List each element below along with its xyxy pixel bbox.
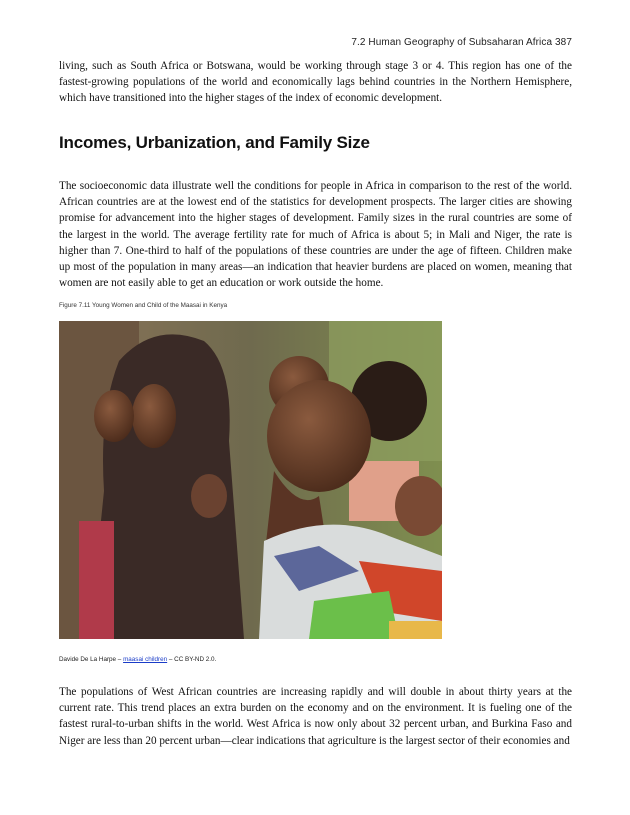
photo-illustration: [59, 321, 442, 639]
figure-photo: [59, 321, 442, 639]
credit-author: Davide De La Harpe –: [59, 656, 124, 663]
credit-link[interactable]: maasai children: [123, 656, 168, 663]
figure-caption: Figure 7.11 Young Women and Child of the Maasai in Kenya: [59, 302, 228, 309]
figure-credit: [59, 656, 216, 663]
body-paragraph-2: The socioeconomic data illustrate well the conditions for people in Africa in comparison to the rest of the world. African countries are at the lowest end of the statistics for development prospects. The larger cities are showing promise for advancement into the higher stages of development. Family sizes in the rural countries are some of the largest in the world. The average fertility rate for much of Africa is about 5; in Mali and Niger, the rate is higher than 7. One-third to half of the populations of these countries are under the age of fifteen. Children make up most of the population in many areas—an indication that heavier burdens are placed on women, meaning that women are not easily able to get an education or work outside the home.: [59, 180, 572, 290]
body-paragraph-3: The populations of West African countries are increasing rapidly and will double in about thirty years at the current rate. This trend places an extra burden on the economy and on the environment. It is fueling one of the fastest rural-to-urban shifts in the world. West Africa is now only about 32 percent urban, and Burkina Faso and Niger are less than 20 percent urban—clear indications that agriculture is the largest sector of their economies and: [59, 686, 572, 747]
section-heading: Incomes, Urbanization, and Family Size: [59, 133, 370, 152]
body-paragraph-1: living, such as South Africa or Botswana, would be working through stage 3 or 4. This region has one of the fastest-growing populations of the world and economically lags behind countries in the Northern Hemisphere, which have transitioned into the higher stages of the index of economic development.: [59, 60, 572, 105]
credit-license: – CC BY-ND 2.0.: [167, 656, 217, 663]
running-head: 7.2 Human Geography of Subsaharan Africa 387: [351, 37, 572, 48]
